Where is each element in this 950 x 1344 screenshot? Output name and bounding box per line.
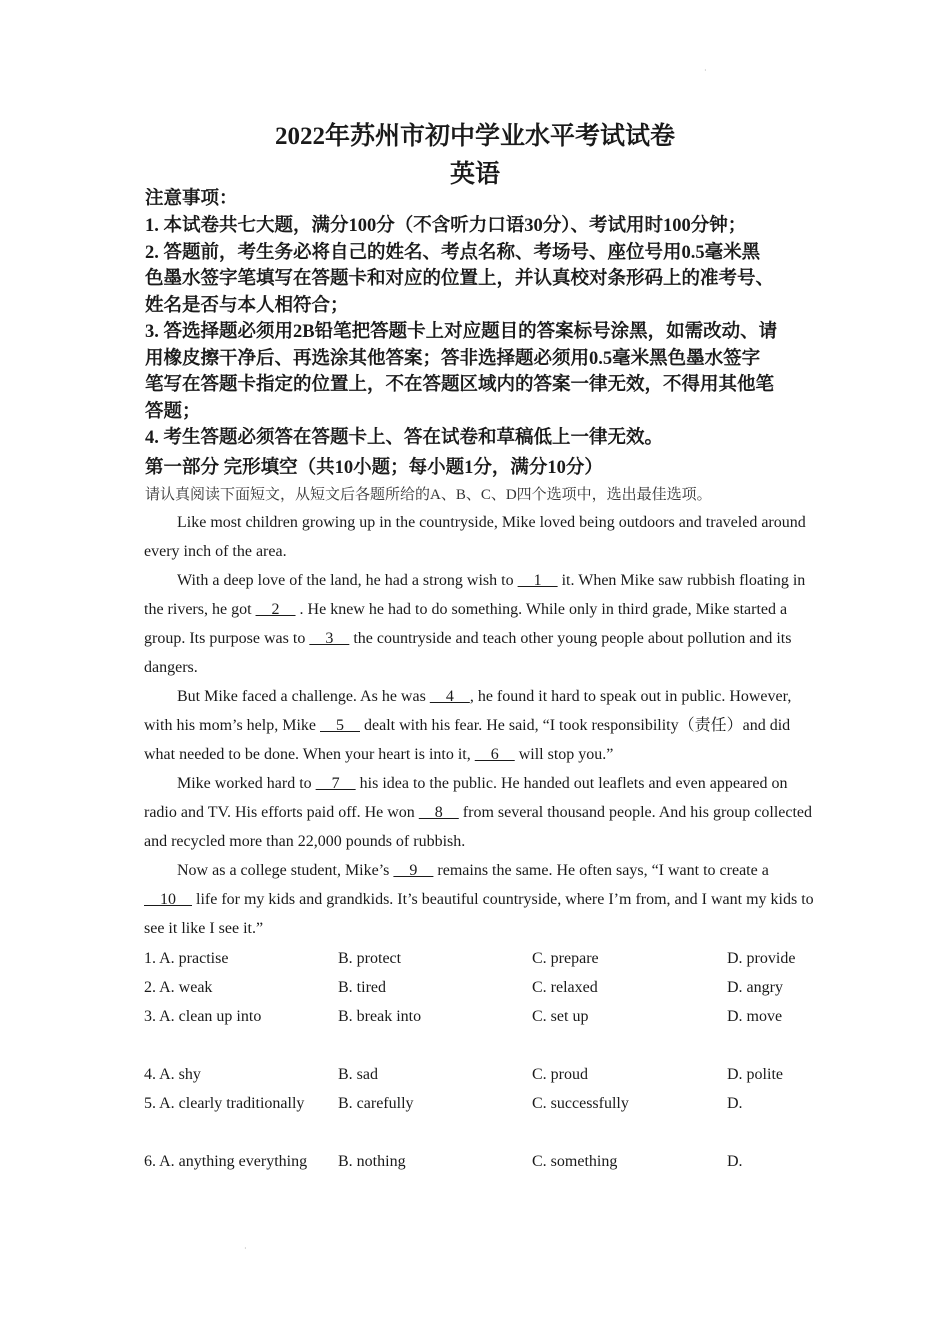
scan-mark: · bbox=[244, 1244, 247, 1253]
option-c: C. proud bbox=[532, 1066, 588, 1083]
blank-3: 3 bbox=[309, 630, 350, 647]
scan-mark: · bbox=[704, 66, 707, 75]
blank-8: 8 bbox=[418, 804, 459, 821]
blank-2: 2 bbox=[255, 601, 296, 618]
paragraph-5: Now as a college student, Mike’s 9 remains the same. He often says, “I want to create a 10 life for my kids and grandkids. It’s beautiful countryside, where I’m from, and I want my kids to see it like I see it.” bbox=[144, 862, 814, 937]
option-b: B. sad bbox=[338, 1066, 378, 1083]
blank-10: 10 bbox=[144, 891, 192, 908]
paragraph-4: Mike worked hard to 7 his idea to the public. He handed out leaflets and even appeared on radio and TV. His efforts paid off. He won 8 from several thousand people. And his group collected and recycled more than 22,000 pounds of rubbish. bbox=[144, 775, 813, 850]
notice-line: 用橡皮擦干净后、再选涂其他答案；答非选择题必须用0.5毫米黑色墨水签字 bbox=[145, 348, 761, 369]
blank-4: 4 bbox=[429, 688, 470, 705]
blank-5: 5 bbox=[320, 717, 360, 734]
option-row bbox=[144, 1147, 824, 1205]
subject-title: 英语 bbox=[449, 161, 500, 188]
blank-6: 6 bbox=[474, 746, 515, 763]
section-title: 第一部分 完形填空（共10小题；每小题1分，满分10分） bbox=[145, 458, 603, 478]
notice-line: 笔写在答题卡指定的位置上，不在答题区域内的答案一律无效，不得用其他笔 bbox=[145, 375, 775, 395]
notice-line: 答题； bbox=[145, 401, 201, 422]
option-a: 3. A. clean up into bbox=[144, 1008, 262, 1025]
page-title: 2022年苏州市初中学业水平考试试卷 bbox=[274, 123, 675, 150]
option-row bbox=[144, 1060, 824, 1089]
option-a: 2. A. weak bbox=[144, 979, 213, 996]
section-instruction: 请认真阅读下面短文，从短文后各题所给的A、B、C、D四个选项中，选出最佳选项。 bbox=[145, 487, 712, 503]
notice-line: 色墨水签字笔填写在答题卡和对应的位置上，并认真校对条形码上的准考号、 bbox=[145, 269, 775, 289]
paragraph-1: Like most children growing up in the countryside, Mike loved being outdoors and traveled around every inch of the area. bbox=[144, 514, 806, 560]
option-a: 6. A. anything everything bbox=[144, 1153, 308, 1170]
option-b: B. carefully bbox=[338, 1095, 414, 1112]
cloze-passage bbox=[144, 508, 814, 943]
option-d: D. bbox=[727, 1095, 743, 1112]
notice-line: 1. 本试卷共七大题，满分100分（不含听力口语30分）、考试用时100分钟； bbox=[145, 216, 747, 236]
paragraph-3: But Mike faced a challenge. As he was 4 , he found it hard to speak out in public. However, with his mom’s help, Mike 5 dealt with his fear. He said, “I took responsibility（责任）and did what needed to be done. When your heart is into it, 6 will stop you.” bbox=[144, 688, 792, 763]
option-row bbox=[144, 1089, 824, 1147]
option-d: D. angry bbox=[727, 979, 783, 996]
option-c: C. something bbox=[532, 1153, 618, 1170]
paragraph-2: With a deep love of the land, he had a strong wish to 1 it. When Mike saw rubbish floating in the rivers, he got 2 . He knew he had to do something. While only in third grade, Mike started a group. Its purpose was to 3 the countryside and teach other young people about pollution and its dangers. bbox=[144, 572, 806, 676]
option-a: 4. A. shy bbox=[144, 1066, 201, 1083]
option-row bbox=[144, 944, 824, 973]
notice-line: 2. 答题前，考生务必将自己的姓名、考点名称、考场号、座位号用0.5毫米黑 bbox=[145, 242, 761, 263]
blank-1: 1 bbox=[517, 572, 558, 589]
answer-options bbox=[144, 944, 824, 1205]
notice-heading: 注意事项： bbox=[145, 189, 238, 209]
option-b: B. nothing bbox=[338, 1153, 406, 1170]
option-row bbox=[144, 973, 824, 1002]
notice-line: 3. 答选择题必须用2B铅笔把答题卡上对应题目的答案标号涂黑，如需改动、请 bbox=[145, 322, 778, 342]
option-row bbox=[144, 1002, 824, 1060]
option-b: B. break into bbox=[338, 1008, 422, 1025]
notice-block bbox=[145, 213, 825, 452]
option-d: D. polite bbox=[727, 1066, 783, 1083]
notice-line: 姓名是否与本人相符合； bbox=[145, 295, 349, 316]
option-a: 1. A. practise bbox=[144, 950, 229, 967]
option-b: B. tired bbox=[338, 979, 386, 996]
option-d: D. move bbox=[727, 1008, 783, 1025]
option-b: B. protect bbox=[338, 950, 402, 967]
notice-line: 4. 考生答题必须答在答题卡上、答在试卷和草稿低上一律无效。 bbox=[145, 428, 664, 448]
option-c: C. set up bbox=[532, 1008, 589, 1025]
option-d: D. bbox=[727, 1153, 743, 1170]
option-c: C. relaxed bbox=[532, 979, 598, 996]
blank-7: 7 bbox=[315, 775, 356, 792]
blank-9: 9 bbox=[393, 862, 434, 879]
option-d: D. provide bbox=[727, 950, 796, 967]
option-c: C. prepare bbox=[532, 950, 599, 967]
option-c: C. successfully bbox=[532, 1095, 629, 1112]
option-a: 5. A. clearly traditionally bbox=[144, 1095, 305, 1112]
